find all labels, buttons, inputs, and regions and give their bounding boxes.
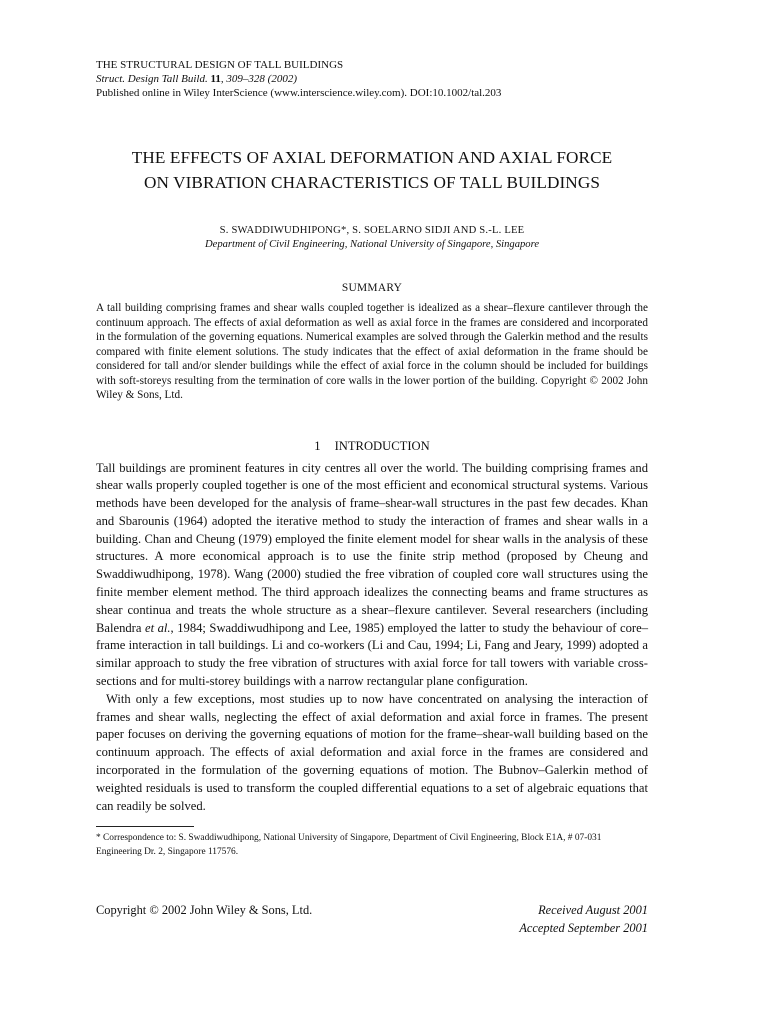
received-accepted-dates: [519, 902, 648, 937]
citation-pages: , 309–328 (2002): [220, 73, 297, 85]
footnote-divider: [96, 826, 194, 827]
section-title: INTRODUCTION: [334, 438, 430, 453]
paragraph-1-part-a: Tall buildings are prominent features in city centres all over the world. The building comprising frames and shear walls properly coupled together is one of the most efficient and economical structural systems. Various methods have been developed for the analysis of frame–shear-wall structures in the past few decades. Khan and Sbarounis (1964) adopted the iterative method to study the interaction of frames and shear walls in a building. Chan and Cheung (1979) employed the finite element model for shear walls in the analysis of these structures. A more economical approach is to use the finite strip method (proposed by Cheung and Swaddiwudhipong, 1978). Wang (2000) studied the free vibration of coupled core wall structures using the finite member element method. The third approach idealizes the connecting beams and frame structures as shear continua and treats the whole structure as a shear–flexure cantilever. Several researchers (including Balendra: [96, 460, 648, 635]
et-al-text: et al.: [144, 620, 171, 635]
section-heading: [96, 438, 648, 454]
paper-title: [96, 145, 648, 195]
correspondence-footnote: * Correspondence to: S. Swaddiwudhipong, National University of Singapore, Department of Civil Engineering, Block E1A, # 07-031 Engineering Dr. 2, Singapore 117576.: [96, 833, 602, 857]
copyright-notice: Copyright © 2002 John Wiley & Sons, Ltd.: [96, 903, 313, 917]
summary-text: A tall building comprising frames and shear walls coupled together is idealized as a shear–flexure cantilever through the continuum approach. The effects of axial deformation as well as axial force in the frames are considered and incorporated in the formulation of the governing equations. Numerical examples are solved through the Galerkin method and the results compared with finite element solutions. The study indicates that the effect of axial deformation in the frame should be considered for tall and/or slender buildings while the effect of axial force in the column should be included for buildings with soft-storeys resulting from the termination of core walls in the lower portion of the building. Copyright © 2002 John Wiley & Sons, Ltd.: [96, 302, 648, 401]
journal-header: [96, 58, 648, 100]
title-line-1: THE EFFECTS OF AXIAL DEFORMATION AND AXIAL FORCE: [131, 148, 613, 167]
paragraph-1-part-b: , 1984; Swaddiwudhipong and Lee, 1985) employed the latter to study the behaviour of core–frame interaction in tall buildings. Li and co-workers (Li and Cau, 1994; Li, Fang and Jeary, 1999) adopted a similar approach to study the free vibration of structures with axial force for tall towers with variable cross-sections and for multi-storey buildings with a narrow rectangular plane configuration.: [96, 620, 648, 689]
journal-name: THE STRUCTURAL DESIGN OF TALL BUILDINGS: [96, 59, 344, 71]
published-online-line: Published online in Wiley InterScience (www.interscience.wiley.com). DOI:10.1002/tal.203: [96, 87, 502, 99]
paragraph-1: [96, 460, 648, 691]
section-body: [96, 460, 648, 816]
paper-page: [96, 58, 648, 859]
journal-citation: [96, 72, 648, 86]
received-date: Received August 2001: [538, 903, 648, 917]
title-line-2: ON VIBRATION CHARACTERISTICS OF TALL BUILDINGS: [143, 173, 600, 192]
author-affiliation: Department of Civil Engineering, National University of Singapore, Singapore: [204, 239, 540, 250]
paragraph-2: With only a few exceptions, most studies up to now have concentrated on analysing the interaction of frames and shear walls, neglecting the effect of axial deformation and axial force in frames. The present paper focuses on deriving the governing equations of motion for the frame–shear-wall building based on the continuum approach. The effects of axial deformation and axial force in the frames are considered and incorporated in the formulation of the governing equations of motion. The Bubnov–Galerkin method of weighted residuals is used to transform the coupled differential equations to a set of algebraic equations that can readily be solved.: [96, 691, 648, 813]
citation-journal: Struct. Design Tall Build.: [96, 73, 208, 85]
citation-volume: 11: [210, 73, 221, 85]
summary-heading: SUMMARY: [341, 282, 403, 294]
section-number: 1: [314, 438, 321, 453]
accepted-date: Accepted September 2001: [519, 920, 648, 935]
author-list: S. SWADDIWUDHIPONG*, S. SOELARNO SIDJI AND S.-L. LEE: [219, 225, 525, 236]
